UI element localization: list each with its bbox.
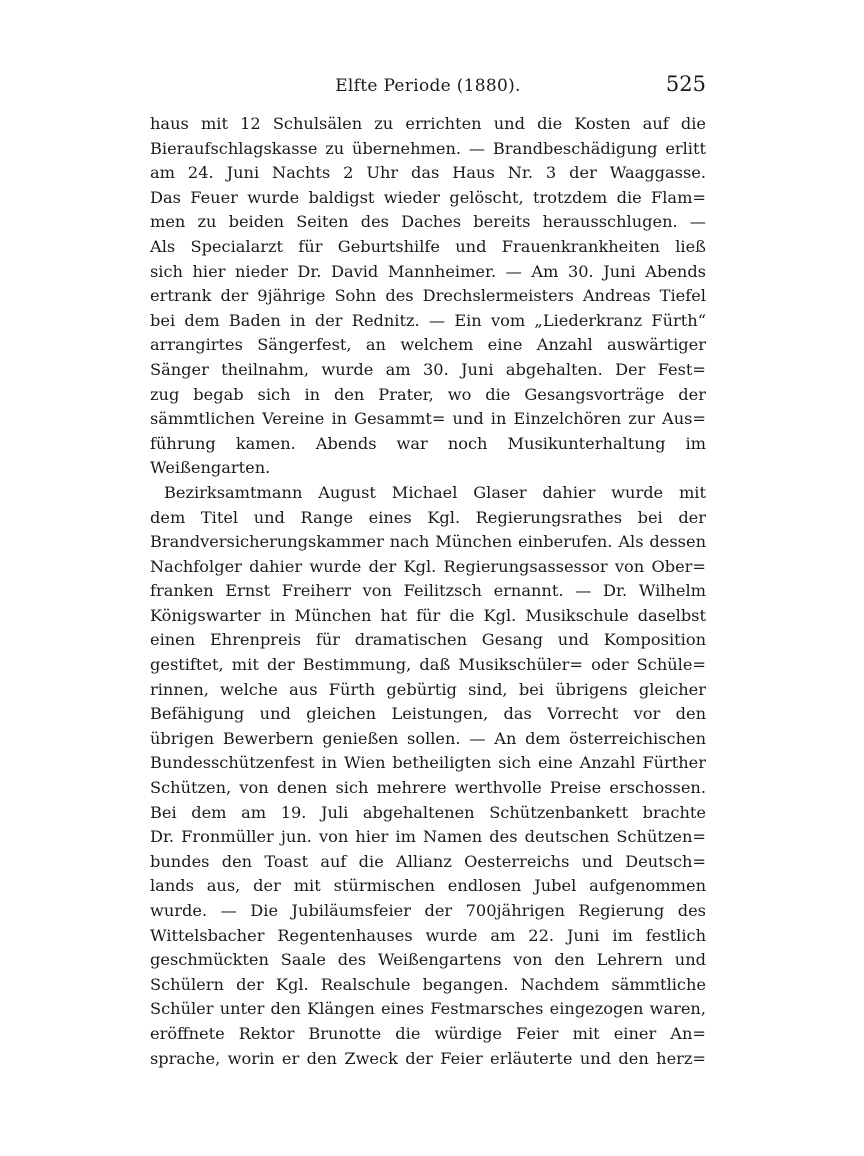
- text-line: ertrank der 9jährige Sohn des Drechslermeisters Andreas Tiefel: [150, 286, 706, 306]
- text-line: Bieraufschlagskasse zu übernehmen. — Brandbeschädigung erlitt: [150, 138, 706, 158]
- text-line: Brandversicherungskammer nach München einberufen. Als dessen: [150, 532, 706, 552]
- text-line: sprache, worin er den Zweck der Feier erläuterte und den herz=: [150, 1048, 706, 1068]
- text-line: gestiftet, mit der Bestimmung, daß Musikschüler= oder Schüle=: [150, 655, 706, 675]
- text-line: am 24. Juni Nachts 2 Uhr das Haus Nr. 3 der Waaggasse.: [150, 163, 706, 183]
- text-line: Wittelsbacher Regentenhauses wurde am 22. Juni im festlich: [150, 925, 706, 945]
- text-line: Das Feuer wurde baldigst wieder gelöscht, trotzdem die Flam=: [150, 187, 706, 207]
- text-line: bei dem Baden in der Rednitz. — Ein vom „Liederkranz Fürth“: [150, 310, 706, 330]
- running-title: Elfte Periode (1880).: [335, 76, 521, 96]
- text-line: Bei dem am 19. Juli abgehaltenen Schützenbankett brachte: [150, 802, 706, 822]
- text-line: rinnen, welche aus Fürth gebürtig sind, bei übrigens gleicher: [150, 679, 706, 699]
- text-line: Sänger theilnahm, wurde am 30. Juni abgehalten. Der Fest=: [150, 359, 706, 379]
- text-line: geschmückten Saale des Weißengartens von den Lehrern und: [150, 950, 706, 970]
- text-line: Bundesschützenfest in Wien betheiligten sich eine Anzahl Fürther: [150, 753, 706, 773]
- text-line: übrigen Bewerbern genießen sollen. — An dem österreichischen: [150, 728, 706, 748]
- text-line: Bezirksamtmann August Michael Glaser dahier wurde mit: [164, 482, 706, 502]
- text-line: sämmtlichen Vereine in Gesammt= und in Einzelchören zur Aus=: [150, 409, 706, 429]
- text-line: Schützen, von denen sich mehrere werthvolle Preise erschossen.: [150, 778, 706, 798]
- text-line: lands aus, der mit stürmischen endlosen Jubel aufgenommen: [150, 876, 706, 896]
- text-line: zug begab sich in den Prater, wo die Gesangsvorträge der: [150, 384, 706, 404]
- text-line: wurde. — Die Jubiläumsfeier der 700jährigen Regierung des: [150, 901, 706, 920]
- text-line: Dr. Fronmüller jun. von hier im Namen des deutschen Schützen=: [150, 827, 706, 847]
- text-line: Befähigung und gleichen Leistungen, das Vorrecht vor den: [150, 704, 706, 724]
- text-line: franken Ernst Freiherr von Feilitzsch ernannt. — Dr. Wilhelm: [150, 581, 706, 601]
- text-line: Schüler unter den Klängen eines Festmarsches eingezogen waren,: [150, 999, 706, 1019]
- text-line: arrangirtes Sängerfest, an welchem eine Anzahl auswärtiger: [150, 335, 706, 355]
- text-line: führung kamen. Abends war noch Musikunterhaltung im: [150, 433, 706, 453]
- text-line: eröffnete Rektor Brunotte die würdige Feier mit einer An=: [150, 1023, 706, 1043]
- text-line: bundes den Toast auf die Allianz Oesterreichs und Deutsch=: [150, 851, 706, 871]
- text-line: dem Titel und Range eines Kgl. Regierungsrathes bei der: [150, 507, 706, 527]
- text-line: Schülern der Kgl. Realschule begangen. Nachdem sämmtliche: [150, 974, 706, 994]
- text-line: einen Ehrenpreis für dramatischen Gesang und Komposition: [150, 630, 706, 650]
- body-text: [150, 112, 706, 1071]
- text-line: Nachfolger dahier wurde der Kgl. Regierungsassessor von Ober=: [150, 556, 706, 576]
- page-number: 525: [665, 72, 706, 96]
- text-line: Königswarter in München hat für die Kgl. Musikschule daselbst: [150, 605, 706, 625]
- text-line: men zu beiden Seiten des Daches bereits herausschlugen. —: [150, 212, 706, 232]
- text-line: Weißengarten.: [150, 458, 271, 478]
- text-line: Als Specialarzt für Geburtshilfe und Frauenkrankheiten ließ: [150, 236, 706, 256]
- text-line: sich hier nieder Dr. David Mannheimer. — Am 30. Juni Abends: [150, 261, 706, 281]
- running-head: [150, 72, 706, 102]
- text-line: haus mit 12 Schulsälen zu errichten und die Kosten auf die: [150, 114, 706, 133]
